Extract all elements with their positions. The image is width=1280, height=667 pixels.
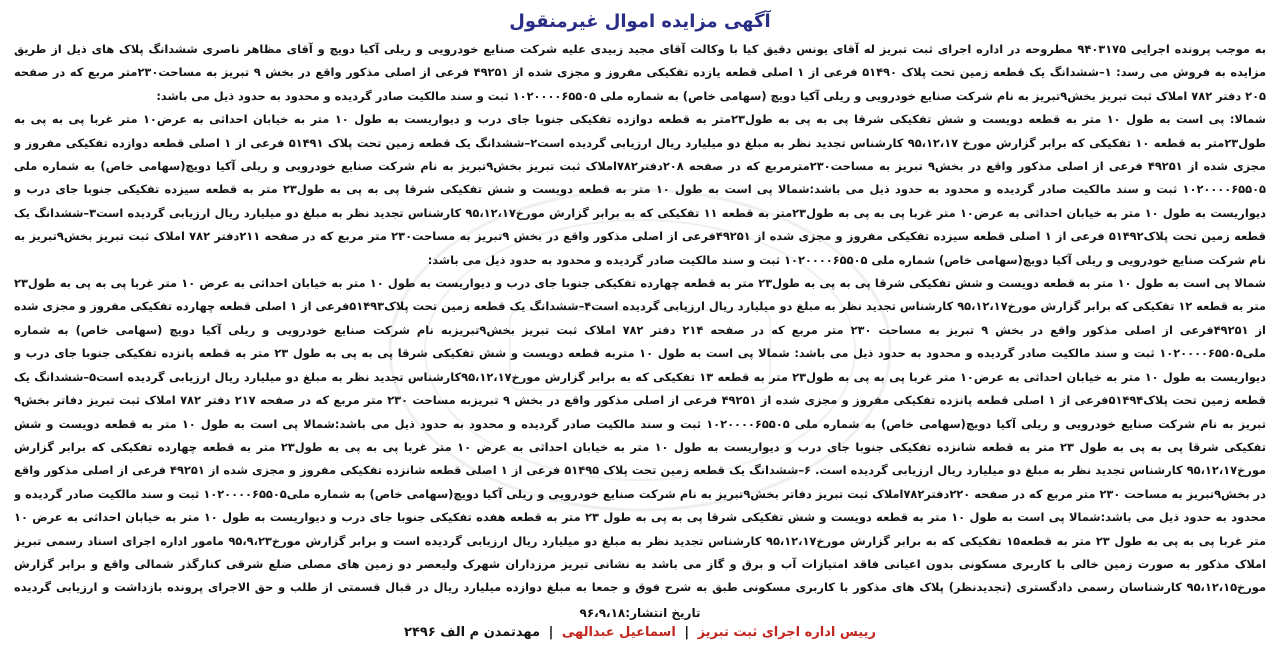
notice-paragraph: شمالا پی است به طول ۱۰ متر به قطعه دویست و شش تفکیکی شرقا پی به پی به طول۲۳ متر به قطعه چهارده تفکیکی جنوبا جای درب و دیواریست به طول ۱۰ متر به خیابان احداثی به عرض ۱۰ متر غربا پی به پی به طول۲۳ متر به قطعه ۱۲ تفکیکی که برابر گزارش مورخ۹۵،۱۲،۱۷ کارشناس تجدید نظر به مبلغ دو میلیارد ریال ارزیابی گردیده است۴–ششدانگ یک قطعه زمین تحت پلاک۵۱۴۹۳فرعی از ۱ اصلی قطعه چهارده تفکیکی مفروز و مجزی شده از ۴۹۲۵۱فرعی از اصلی مذکور واقع در بخش ۹ تبریز به مساحت ۲۳۰ متر مربع که در صفحه ۲۱۴ دفتر ۷۸۲ املاک ثبت تبریز بخش۹تبریزبه نام شرکت صنایع خودرویی و ریلی آکیا دویچ (سهامی خاص) به شماره ملی۱۰۲۰۰۰۰۶۵۵۰۵ ثبت و سند مالکیت صادر گردیده و محدود به حدود ذیل می باشد: شمالا پی است به طول ۱۰ متربه قطعه دویست و شش تفکیکی شرقا پی به پی به طول ۲۳ متر به قطعه پانزده تفکیکی جنوبا جای درب و دیواریست به طول ۱۰ متر به خیابان احداثی به عرض۱۰ متر غربا پی به پی به طول۲۳ متر به قطعه ۱۳ تفکیکی که به برابر گزارش مورخ۹۵،۱۲،۱۷کارشناس تجدید نظر به مبلغ دو میلیارد ریال ارزیابی گردیده است۵–ششدانگ یک قطعه زمین تحت پلاک۵۱۴۹۴فرعی از ۱ اصلی قطعه پانزده تفکیکی مفروز و مجزی شده از ۴۹۲۵۱ فرعی از اصلی مذکور واقع در بخش ۹ تبریزبه مساحت ۲۳۰ متر مربع که در صفحه ۲۱۷ دفتر ۷۸۲ املاک ثبت تبریز دفاتر بخش۹ تبریز به نام شرکت صنایع خودرویی و ریلی آکیا دویچ(سهامی خاص) به شماره ملی ۱۰۲۰۰۰۰۶۵۵۰۵ ثبت و سند مالکیت صادر گردیده و محدود به حدود ذیل می باشد:شمالا پی است به طول ۱۰ متر به قطعه دویست و شش تفکیکی شرقا پی به پی به طول ۲۳ متر به قطعه شانزده تفکیکی جنوبا جای درب و دیواریست به طول ۱۰ متر به خیابان احداثی به عرض ۱۰ متر غربا پی به پی به طول۲۳ متر به قطعه چهارده تفکیکی که برابر گزارش مورخ۹۵،۱۲،۱۷ کارشناس تجدید نظر به مبلغ دو میلیارد ریال ارزیابی گردیده است. ۶–ششدانگ یک قطعه زمین تحت پلاک ۵۱۴۹۵ فرعی از ۱ اصلی قطعه شانزده تفکیکی مفروز و مجزی شده از ۴۹۲۵۱ فرعی از اصلی مذکور واقع در بخش۹تبریز به مساحت ۲۳۰ متر مربع که در صفحه ۲۲۰دفتر۷۸۲املاک ثبت تبریز دفاتر بخش۹تبریز به نام شرکت صنایع خودرویی و ریلی آکیا دویچ(سهامی خاص) به شماره ملی۱۰۲۰۰۰۰۶۵۵۰۵ ثبت و سند مالکیت صادر گردیده و محدود به حدود ذیل می باشد:شمالا پی است به طول ۱۰ متر به قطعه دویست و شش تفکیکی شرقا پی به پی به طول ۲۳ متر به قطعه هفده تفکیکی جنوبا جای درب و دیواریست به طول ۱۰ متر به خیابان احداثی به عرض ۱۰ متر غربا پی به پی به طول ۲۳ متر به قطعه۱۵ تفکیکی که به برابر گزارش مورخ۹۵،۱۲،۱۷ کارشناس تجدید نظر به مبلغ دو میلیارد ریال ارزیابی گردیده است و برابر گزارش مورخ۹۵،۹،۲۳ مامور اداره اجرای اسناد رسمی تبریز املاک مذکور به صورت زمین خالی با کاربری مسکونی بدون اعیانی فاقد امتیازات آب و برق و گاز می باشد به نشانی تبریز مرزداران شهرک ولیعصر دو زمین های مصلی ضلع شرقی کنارگذر شمالی واقع و برابر گزارش مورخ۹۵،۱۲،۱۵ کارشناسان رسمی دادگستری (تجدیدنظر) پلاک های مذکور با کاربری مسکونی طبق به شرح فوق و جمعا به مبلغ دوازده میلیارد ریال در قبال قسمتی از طلب و حق الاجرای پرونده بازداشت و ارزیابی گردیده <box>14 276 1266 595</box>
signature-line <box>14 622 1266 644</box>
signature-separator: | <box>684 625 690 640</box>
notice-title: آگهی مزایده اموال غیرمنقول <box>509 11 771 32</box>
publish-date: تاریخ انتشار:۹۶،۹،۱۸ <box>579 606 701 620</box>
notice-paragraph: شمالا: پی است به طول ۱۰ متر به قطعه دویست و شش تفکیکی شرقا پی به پی به طول۲۳متر به قطعه دوازده تفکیکی جنوبا جای درب و دیواریست به طول ۱۰ متر به خیابان احداثی به عرض۱۰ متر غربا پی به پی به طول۲۳متر به قطعه ۱۰ تفکیکی که برابر گزارش مورخ ۹۵،۱۲،۱۷ کارشناس تجدید نظر به مبلغ دو میلیارد ریال ارزیابی گردیده است۲–ششدانگ یک قطعه زمین تحت پلاک ۵۱۴۹۱ فرعی از ۱ اصلی قطعه دوازده تفکیکی مفروز و مجزی شده از ۴۹۲۵۱ فرعی از اصلی مذکور واقع در بخش۹ تبریز به مساحت۲۳۰مترمربع که در صفحه ۲۰۸دفتر۷۸۲املاک ثبت تبریز بخش۹تبریز به نام شرکت صنایع خودرویی و ریلی آکیا دویچ(سهامی خاص) به شماره ملی ۱۰۲۰۰۰۰۶۵۵۰۵ ثبت و سند مالکیت صادر گردیده و محدود به حدود ذیل می باشد:شمالا پی است به طول ۱۰ متر به قطعه دویست و شش تفکیکی شرقا پی به پی به طول۲۳ متر به قطعه سیزده تفکیکی جنوبا جای درب و دیواریست به طول ۱۰ متر به خیابان احداثی به عرض۱۰ متر غربا پی به پی به طول۲۳متر به قطعه ۱۱ تفکیکی که به برابر گزارش مورخ۹۵،۱۲،۱۷ کارشناس تجدید نظر به مبلغ دو میلیارد ریال ارزیابی گردیده است۳–ششدانگ یک قطعه زمین تحت پلاک۵۱۴۹۲ فرعی از ۱ اصلی قطعه سیزده تفکیکی مفروز و مجزی شده از ۴۹۲۵۱فرعی از اصلی مذکور واقع در بخش ۹تبریز به مساحت۲۳۰ متر مربع که در صفحه ۲۱۱دفتر ۷۸۲ املاک ثبت تبریز بخش۹تبریز به نام شرکت صنایع خودرویی و ریلی آکیا دویچ(سهامی خاص) شماره ملی ۱۰۲۰۰۰۰۶۵۵۰۵ ثبت و سند مالکیت صادر گردیده و محدود به حدود ذیل می باشد: <box>14 112 1266 267</box>
signature-title: رییس اداره اجرای ثبت تبریز <box>697 625 876 640</box>
signature-name: اسماعیل عبدالهی <box>561 625 676 640</box>
signature-license: مهدتمدن م الف ۲۴۹۶ <box>404 625 541 640</box>
notice-paragraph: به موجب پرونده اجرایی ۹۴۰۳۱۷۵ مطروحه در اداره اجرای ثبت تبریز له آقای یونس دقیق کیا با وکالت آقای مجید زبیدی علیه شرکت صنایع خودرویی و ریلی آکیا دویچ و آقای مظاهر ناصری ششدانگ پلاک های ذیل از طریق مزایده به فروش می رسد: ۱–ششدانگ یک قطعه زمین تحت پلاک ۵۱۴۹۰ فرعی از ۱ اصلی قطعه یازده تفکیکی مفروز و مجزی شده از ۴۹۲۵۱ فرعی از اصلی مذکور واقع در بخش ۹ تبریز به مساحت۲۳۰متر مربع که در صفحه ۲۰۵ دفتر ۷۸۲ املاک ثبت تبریز بخش۹تبریز به نام شرکت صنایع خودرویی و ریلی آکیا دویچ (سهامی خاص) به شماره ملی ۱۰۲۰۰۰۰۶۵۵۰۵ ثبت و سند مالکیت صادر گردیده و محدود به حدود ذیل می باشد: <box>14 42 1266 103</box>
signature-separator: | <box>548 625 554 640</box>
notice-body <box>14 38 1266 600</box>
notice-footer <box>14 604 1266 644</box>
